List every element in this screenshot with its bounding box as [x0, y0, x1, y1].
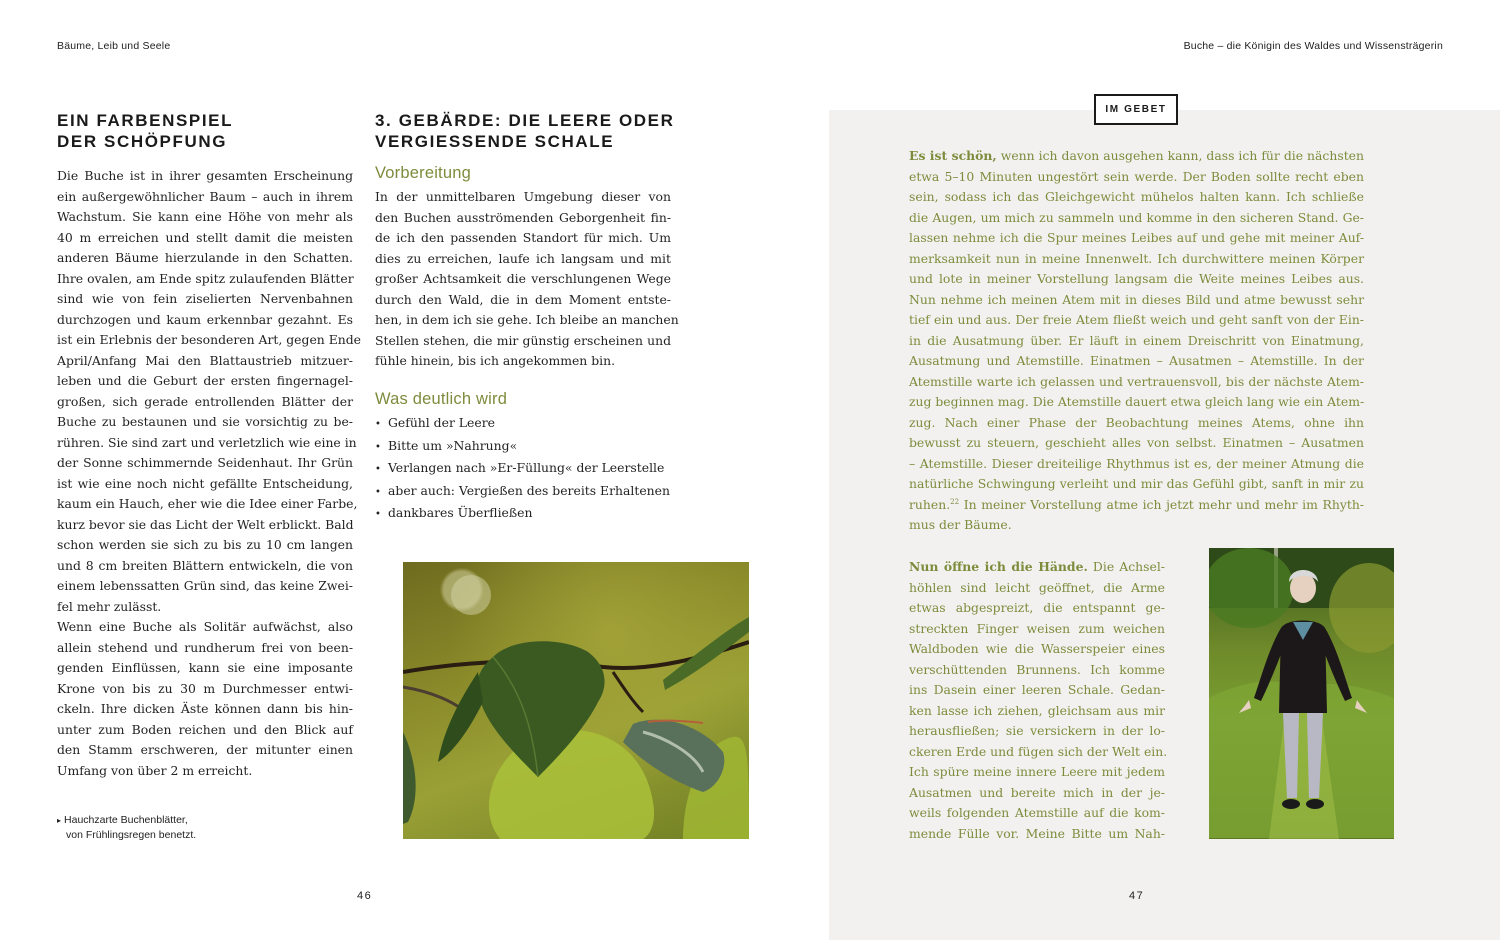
page-number-right: 47 [1129, 890, 1145, 902]
running-head-right: Buche – die Königin des Waldes und Wissensträgerin [1183, 40, 1443, 52]
bullet-dot-icon: • [375, 486, 381, 498]
text-line: durch den Wald, die in dem Moment entste- [375, 291, 671, 307]
bullet-list [375, 413, 675, 526]
subhead-vorbereitung: Vorbereitung [375, 164, 471, 182]
text-line: herausfließen; sie versickern in der lo- [909, 723, 1165, 738]
text-line: sein, sodass ich das Gleichgewicht mühelos halten kann. Ich schließe [909, 189, 1364, 204]
text-line: ins Dasein einer leeren Schale. Gedan- [909, 682, 1165, 697]
running-head-left: Bäume, Leib und Seele [57, 40, 171, 52]
text-line [909, 557, 1165, 578]
text-line: Ihre ovalen, am Ende spitz zulaufenden Blätter [57, 270, 354, 286]
lead-in-bold: Nun öffne ich die Hände. [909, 559, 1088, 574]
text-line: mende Fülle vor. Meine Bitte um Nah- [909, 825, 1165, 841]
text-line: Nun nehme ich meinen Atem mit in dieses Bild und atme bewusst sehr [909, 291, 1364, 307]
text-line: großer Achtsamkeit die verschlungenen Wege [375, 271, 671, 286]
body-text-vorbereitung [375, 187, 679, 372]
text-line: mus der Bäume. [909, 517, 1012, 532]
text-line: rühren. Sie sind zart und verletzlich wie eine in [57, 434, 357, 450]
page-number-left: 46 [357, 890, 373, 902]
text-line: In der unmittelbaren Umgebung dieser von [375, 189, 671, 204]
text-line: hen, in dem ich sie gehe. Ich bleibe an manchen [375, 312, 679, 327]
photo-caption [57, 813, 196, 843]
bullet-text: Gefühl der Leere [388, 415, 495, 430]
bullet-text: dankbares Überfließen [388, 505, 533, 520]
bullet-item [375, 503, 675, 526]
bullet-text: Bitte um »Nahrung« [388, 437, 518, 453]
bullet-dot-icon: • [375, 419, 381, 430]
text-run: ruhen. [909, 496, 951, 512]
heading-line: VERGIESSENDE SCHALE [375, 132, 615, 151]
text-line: Die Buche ist in ihrer gesamten Erscheinung [57, 168, 353, 183]
text-line: unter zum Boden reichen und den Blick auf [57, 721, 353, 737]
bullet-dot-icon: • [375, 464, 381, 475]
subhead-was-deutlich-wird: Was deutlich wird [375, 390, 508, 408]
bullet-item [375, 413, 675, 436]
text-line: merksamkeit nun in meine Innenwelt. Ich durchwittere meinen Körper [909, 250, 1364, 266]
caption-line-2: von Frühlingsregen benetzt. [66, 829, 197, 841]
text-line: die Augen, um mich zu sammeln und komme in den sicheren Stand. Ge- [909, 209, 1364, 225]
bullet-text: aber auch: Vergießen des bereits Erhaltenen [388, 482, 670, 498]
text-line: streckten Finger weisen zum weichen [909, 620, 1165, 636]
caption-text: Hauchzarte Buchenblätter, [64, 814, 188, 826]
text-line: sind wie von fein ziselierten Nervenbahnen [57, 291, 353, 306]
heading-line: EIN FARBENSPIEL [57, 111, 234, 130]
text-line: Atemstille warte ich gelassen und vertrauensvoll, bis der nächste Atem- [909, 373, 1364, 389]
text-line: Krone von bis zu 30 m Durchmesser entwi- [57, 680, 353, 696]
text-line: Wenn eine Buche als Solitär aufwächst, also [57, 619, 353, 634]
text-line: Buche zu bestaunen und sie vorsichtig zu be- [57, 414, 353, 429]
woman-in-forest-photo [1209, 548, 1394, 839]
text-line: genden Einflüssen, kann sie eine imposante [57, 660, 353, 675]
text-line: 40 m erreichen und stellt damit die meisten [57, 229, 353, 245]
text-line: schon werden sie sich zu bis zu 10 cm langen [57, 537, 353, 552]
text-run: Die Achsel- [1087, 559, 1165, 574]
text-line: lassen nehme ich die Spur meines Leibes auf und gehe mit meiner Auf- [909, 230, 1364, 245]
body-text-farbenspiel [57, 166, 361, 781]
text-line: und lote in meiner Vorstellung langsam die Weite meines Leibes aus. [909, 271, 1364, 286]
text-line: dies zu erreichen, laufe ich langsam und mit [375, 250, 671, 266]
bullet-dot-icon: • [375, 441, 381, 453]
text-line: kaum ein Hauch, eher wie die Idee einer Farbe, [57, 496, 358, 511]
prayer-paragraph-2 [909, 557, 1168, 844]
text-line: ist wie eine noch nicht gefällte Entscheidung, [57, 475, 353, 491]
text-line: tief ein und aus. Der freie Atem fließt weich und geht sanft von der Ein- [909, 312, 1364, 327]
text-line: ckeln. Ihre dicken Äste können dann bis hin- [57, 701, 353, 716]
bullet-dot-icon: • [375, 509, 381, 520]
woman-illustration [1209, 548, 1394, 839]
text-line: ckeren Erde und fügen sich der Welt ein. [909, 743, 1168, 759]
text-line: – Atemstille. Dieser dreiteilige Rhythmus ist es, der meiner Atmung die [909, 455, 1364, 471]
text-line: den Buchen ausströmenden Geborgenheit fin- [375, 209, 671, 225]
text-line: zug. Nach einer Phase der Beobachtung meines Atems, ohne ihn [909, 414, 1364, 430]
bullet-text: Verlangen nach »Er-Füllung« der Leerstelle [388, 460, 665, 475]
heading-line: 3. GEBÄRDE: DIE LEERE ODER [375, 111, 675, 130]
footnote-reference: 22 [950, 497, 960, 506]
section-heading-farbenspiel [57, 110, 233, 152]
text-line: verschüttenden Brunnens. Ich komme [909, 661, 1165, 677]
text-line: Wachstum. Sie kann eine Höhe von mehr als [57, 209, 353, 224]
text-line: leben und die Geburt der ersten fingernagel- [57, 373, 353, 388]
text-line: ist ein Erlebnis der besonderen Art, gegen Ende [57, 332, 361, 347]
lead-in-bold: Es ist schön, [909, 148, 997, 163]
text-line: fel mehr zulässt. [57, 598, 162, 614]
text-line: April/Anfang Mai den Blattaustrieb mitzuer- [57, 352, 353, 368]
bullet-item [375, 481, 675, 504]
text-line: höhlen sind leicht geöffnet, die Arme [909, 579, 1165, 595]
text-line: bewusst zu steuern, geschieht alles von selbst. Einatmen – Ausatmen [909, 435, 1364, 450]
text-line: der Sonne schimmernde Seidenhaut. Ihr Grün [57, 455, 353, 470]
beech-leaves-photo [403, 562, 749, 839]
text-line: in die Ausatmung über. Er läuft in einem Dreischritt von Einatmung, [909, 332, 1364, 348]
text-line [909, 146, 1364, 167]
text-line: de ich den passenden Standort für mich. Um [375, 230, 671, 245]
text-line: natürliche Schwingung verleiht und mir das Gefühl gibt, sanft in mir zu [909, 476, 1364, 491]
text-line: anderen Bäume hierzulande in den Schatten. [57, 250, 353, 265]
text-line: zug beginnen mag. Die Atemstille dauert etwa gleich lang wie ein Atem- [909, 394, 1365, 409]
text-line: etwas abgespreizt, die entspannt ge- [909, 600, 1165, 615]
prayer-paragraph-1 [909, 146, 1364, 536]
text-line: großen, sich gerade entrollenden Blätter der [57, 393, 353, 409]
text-line: Ich spüre meine innere Leere mit jedem [909, 764, 1165, 779]
text-run: wenn ich davon ausgehen kann, dass ich für die nächsten [996, 148, 1364, 163]
text-line: und 8 cm breiten Blättern entwickeln, die von [57, 557, 353, 573]
triangle-right-icon: ▸ [57, 816, 62, 825]
text-line: etwa 5–10 Minuten ungestört sein werde. Der Boden sollte recht eben [909, 168, 1364, 184]
text-line: Ausatmen und bereite mich in der je- [909, 784, 1165, 800]
heading-line: DER SCHÖPFUNG [57, 132, 228, 151]
text-line: fühle hinein, bis ich angekommen bin. [375, 353, 616, 368]
text-line: kurz bevor sie das Licht der Welt erblickt. Bald [57, 516, 354, 532]
section-heading-gebaerde [375, 110, 674, 152]
text-line: einem lebenssatten Grün sind, das keine Zwei- [57, 578, 353, 593]
text-line: ein außergewöhnlicher Baum – auch in ihrem [57, 188, 353, 204]
text-line: Stellen stehen, die mir günstig erscheinen und [375, 332, 671, 348]
text-line: allein stehend und rundherum frei von been- [57, 639, 353, 655]
text-line: Ausatmung und Atemstille. Einatmen – Ausatmen – Atemstille. In der [909, 353, 1364, 368]
leaf-illustration [403, 562, 749, 839]
text-line: ken lasse ich ziehen, gleichsam aus mir [909, 702, 1165, 718]
bullet-item [375, 458, 675, 481]
text-line: weils folgenden Atemstille auf die kom- [909, 805, 1165, 820]
text-line: Waldboden wie die Wasserspeier eines [909, 641, 1165, 656]
bullet-item [375, 436, 675, 459]
text-line: den Stamm erschweren, der mitunter einen [57, 742, 353, 757]
text-run: In meiner Vorstellung atme ich jetzt mehr und mehr im Rhyth- [959, 496, 1364, 512]
text-line: durchzogen und kaum erkennbar gezahnt. Es [57, 311, 353, 327]
section-badge-im-gebet: IM GEBET [1094, 94, 1178, 125]
caption-line-1 [57, 813, 196, 828]
text-line [909, 495, 1364, 516]
text-line: Umfang von über 2 m erreicht. [57, 762, 253, 778]
